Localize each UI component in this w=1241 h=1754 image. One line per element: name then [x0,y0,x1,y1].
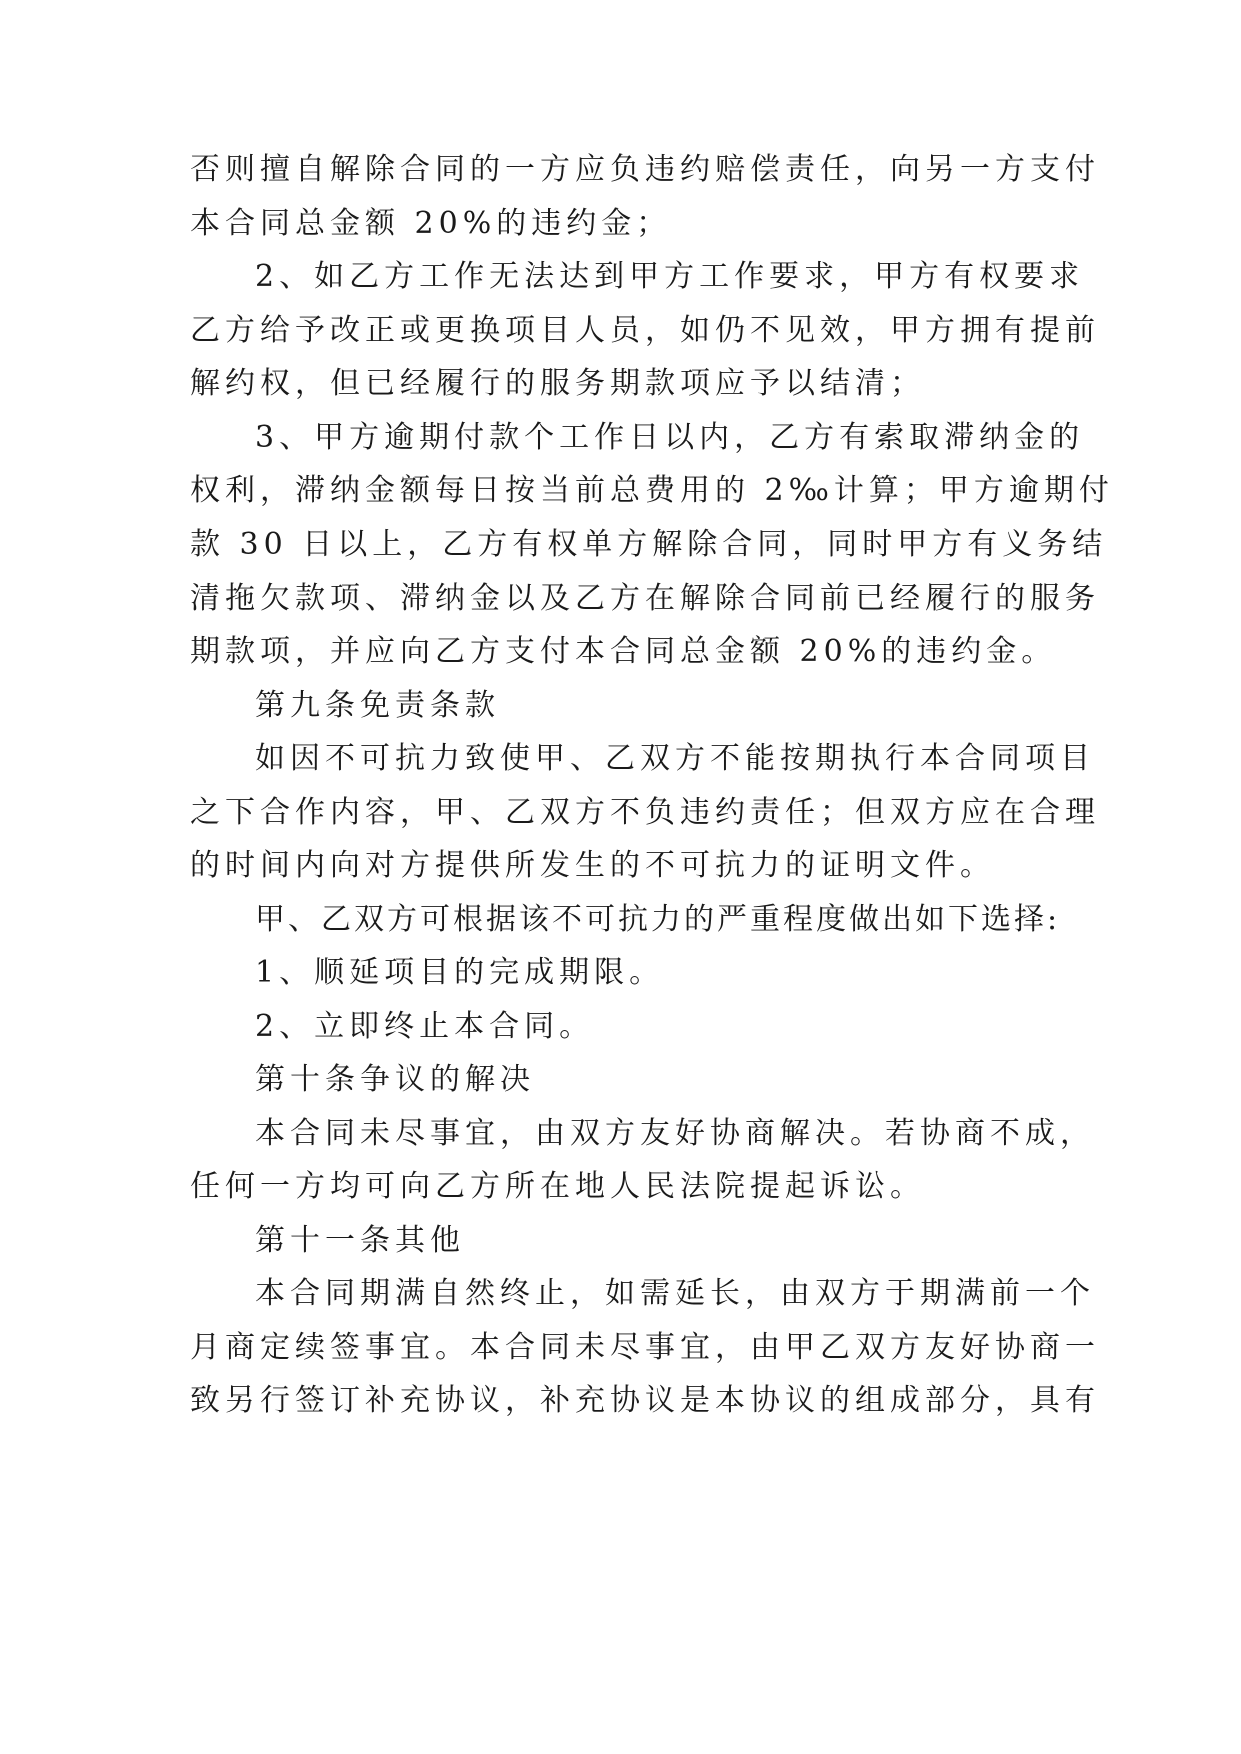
text-line: 如因不可抗力致使甲、乙双方不能按期执行本合同项目 [255,741,1095,776]
text-line: 权利，滞纳金额每日按当前总费用的 2‰计算；甲方逾期付 [190,473,1114,508]
text-line: 的时间内向对方提供所发生的不可抗力的证明文件。 [190,848,995,883]
text-line: 之下合作内容，甲、乙双方不负违约责任；但双方应在合理 [190,795,1100,830]
text-line: 本合同期满自然终止，如需延长，由双方于期满前一个 [255,1276,1095,1311]
list-item: 2、立即终止本合同。 [255,1009,595,1044]
text-line: 本合同总金额 20%的违约金； [190,206,672,241]
text-line: 本合同未尽事宜，由双方友好协商解决。若协商不成， [255,1116,1095,1151]
text-line: 3、甲方逾期付款个工作日以内，乙方有索取滞纳金的 [255,420,1085,455]
text-line: 清拖欠款项、滞纳金以及乙方在解除合同前已经履行的服务 [190,581,1100,616]
list-item: 1、顺延项目的完成期限。 [255,955,665,990]
text-line: 解约权，但已经履行的服务期款项应予以结清； [190,366,925,401]
text-line: 款 30 日以上，乙方有权单方解除合同，同时甲方有义务结 [190,527,1108,562]
text-line: 乙方给予改正或更换项目人员，如仍不见效，甲方拥有提前 [190,313,1100,348]
section-heading: 第十一条其他 [255,1223,465,1258]
text-line: 甲、乙双方可根据该不可抗力的严重程度做出如下选择: [255,902,1061,937]
text-line: 月商定续签事宜。本合同未尽事宜，由甲乙双方友好协商一 [190,1330,1100,1365]
text-line: 2、如乙方工作无法达到甲方工作要求，甲方有权要求 [255,259,1085,294]
section-heading: 第九条免责条款 [255,688,500,723]
section-heading: 第十条争议的解决 [255,1062,535,1097]
text-line: 否则擅自解除合同的一方应负违约赔偿责任，向另一方支付 [190,152,1100,187]
text-line: 任何一方均可向乙方所在地人民法院提起诉讼。 [190,1169,925,1204]
text-line: 致另行签订补充协议，补充协议是本协议的组成部分，具有 [190,1383,1100,1418]
text-line: 期款项，并应向乙方支付本合同总金额 20%的违约金。 [190,634,1057,669]
